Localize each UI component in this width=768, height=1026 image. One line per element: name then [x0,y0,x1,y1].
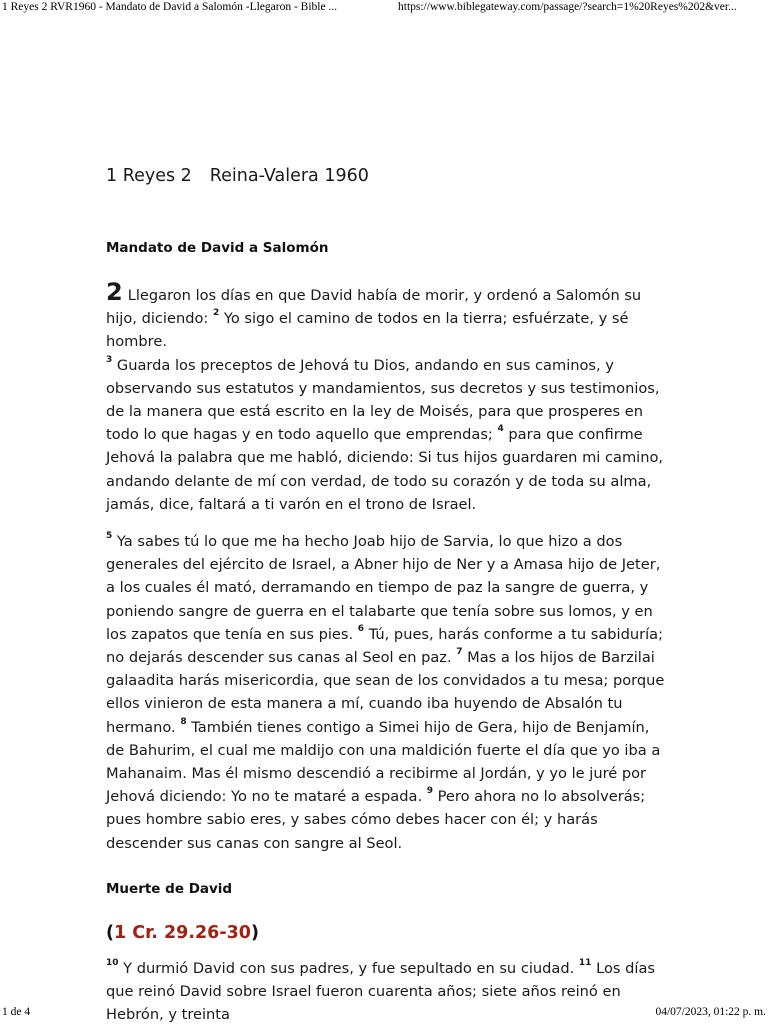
passage-title [106,160,666,192]
verse-11-text: Los días que reinó David sobre Israel fueron cuarenta años; siete años reinó en Hebrón, y treinta [106,959,655,1024]
paragraph-verses-5-9 [106,530,666,855]
print-header-url: https://www.biblegateway.com/passage/?search=1%20Reyes%202&ver... [398,1,737,13]
print-footer-page-number: 1 de 4 [2,1006,31,1018]
print-header [0,0,768,18]
verse-6-text: Tú, pues, harás conforme a tu sabiduría; no dejarás descender sus canas al Seol en paz. [106,625,664,667]
verse-number-5: 5 [106,531,113,542]
paragraph-verses-1-4 [106,278,666,516]
cross-reference-close-paren: ) [250,922,259,943]
verse-number-3: 3 [106,354,113,365]
verse-number-9: 9 [426,786,433,797]
verse-7-text: Mas a los hijos de Barzilai galaadita harás misericordia, que sean de los convidados a tu mesa; porque ellos vinieron de esta manera a mí, cuando iba huyendo de Absalón tu hermano. [106,649,665,736]
verse-10-text: Y durmió David con sus padres, y fue sepultado en su ciudad. [123,959,575,977]
verse-number-2: 2 [212,308,220,319]
print-footer [0,1006,768,1024]
verse-4-text: para que confirme Jehová la palabra que me habló, diciendo: Si tus hijos guardaren mi camino, andando delante de mí con verdad, de todo su corazón y de toda su alma, jamás, dice, faltará a ti varón en el trono de Israel. [106,426,664,513]
verse-1-text: Llegaron los días en que David había de morir, y ordenó a Salomón su hijo, diciendo: [106,287,642,328]
verse-number-7: 7 [456,647,463,658]
verse-5-text: Ya sabes tú lo que me ha hecho Joab hijo de Sarvia, lo que hizo a dos generales del ejército de Israel, a Abner hijo de Ner y a Amasa hijo de Jeter, a los cuales él mató, derramando en tiempo de paz la sangre de guerra, y poniendo sangre de guerra en el talabarte que tenía sobre sus lomos, y en los zapatos que tenía en sus pies. [106,533,661,643]
verse-8-text: También tienes contigo a Simei hijo de Gera, hijo de Benjamín, de Bahurim, el cual me maldijo con una maldición fuerte el día que yo iba a Mahanaim. Mas él mismo descendió a recibirme al Jordán, y yo le juré por Jehová diciendo: Yo no te mataré a espada. [106,718,661,806]
verse-number-8: 8 [180,716,187,727]
passage-version: Reina-Valera 1960 [209,166,369,186]
passage-reference: 1 Reyes 2 [106,166,192,186]
cross-reference-link[interactable]: 1 Cr. 29.26-30 [114,922,251,943]
passage-content [106,160,666,1026]
verse-3-text: Guarda los preceptos de Jehová tu Dios, andando en sus caminos, y observando sus estatutos y mandamientos, sus decretos y sus testimonios, de la manera que está escrito en la ley de Moisés, para que prosperes en todo lo que hagas y en todo aquello que emprendas; [106,356,660,444]
section-heading-mandato: Mandato de David a Salomón [106,240,329,256]
cross-reference-open-paren: ( [106,922,114,943]
verse-2-text: Yo sigo el camino de todos en la tierra; esfuérzate, y sé hombre. [106,310,629,351]
verse-number-10: 10 [106,957,119,968]
verse-number-4: 4 [497,424,504,435]
verse-number-6: 6 [357,623,365,634]
print-header-title: 1 Reyes 2 RVR1960 - Mandato de David a Salomón -Llegaron - Bible ... [2,1,338,13]
verse-9-text: Pero ahora no lo absolverás; pues hombre sabio eres, y sabes cómo debes hacer con él; y harás descender sus canas con sangre al Seol. [106,788,646,852]
verse-number-11: 11 [578,957,592,968]
print-footer-datetime: 04/07/2023, 01:22 p. m. [655,1006,766,1018]
cross-reference-line [106,920,666,946]
chapter-number: 2 [106,278,123,306]
section-heading-muerte: Muerte de David [106,880,233,897]
